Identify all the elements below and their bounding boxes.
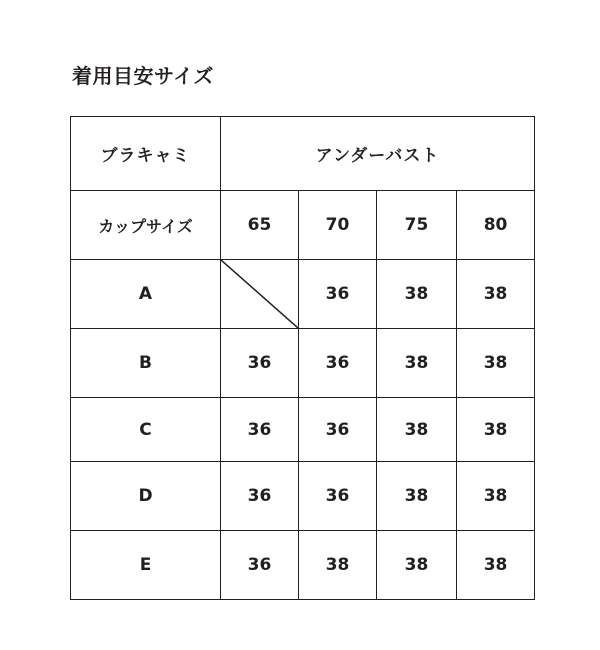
- table-cell: 38: [377, 462, 457, 531]
- table-cell: 36: [221, 329, 299, 398]
- under-size-70: 70: [299, 191, 377, 260]
- table-cell: 36: [299, 462, 377, 531]
- table-row: [71, 398, 535, 462]
- table-cell: 36: [221, 462, 299, 531]
- table-cell: 38: [299, 531, 377, 600]
- table-cell: 36: [299, 329, 377, 398]
- table-cell: 38: [377, 329, 457, 398]
- under-size-75: 75: [377, 191, 457, 260]
- not-available-cell: [221, 260, 299, 329]
- under-bust-header: アンダーバスト: [221, 117, 535, 191]
- table-cell: 38: [457, 260, 535, 329]
- table-cell: 38: [457, 329, 535, 398]
- table-row: [71, 462, 535, 531]
- cup-b-label: B: [71, 329, 221, 398]
- table-row: [71, 260, 535, 329]
- table-row: [71, 531, 535, 600]
- table-cell: 36: [299, 260, 377, 329]
- size-chart-table: [70, 116, 535, 600]
- table-cell: 36: [221, 398, 299, 462]
- cup-e-label: E: [71, 531, 221, 600]
- cup-size-label: カップサイズ: [71, 191, 221, 260]
- corner-header: ブラキャミ: [71, 117, 221, 191]
- table-cell: 38: [377, 531, 457, 600]
- cup-a-label: A: [71, 260, 221, 329]
- table-cell: 38: [457, 462, 535, 531]
- diagonal-slash: [221, 260, 298, 328]
- table-cell: 38: [377, 398, 457, 462]
- cup-c-label: C: [71, 398, 221, 462]
- cup-d-label: D: [71, 462, 221, 531]
- table-header-row: [71, 117, 535, 191]
- table-cell: 36: [299, 398, 377, 462]
- page-title: 着用目安サイズ: [72, 64, 214, 88]
- table-cell: 36: [221, 531, 299, 600]
- table-cell: 38: [457, 531, 535, 600]
- table-row: [71, 329, 535, 398]
- table-cell: 38: [457, 398, 535, 462]
- under-size-80: 80: [457, 191, 535, 260]
- table-cell: 38: [377, 260, 457, 329]
- under-size-row: [71, 191, 535, 260]
- under-size-65: 65: [221, 191, 299, 260]
